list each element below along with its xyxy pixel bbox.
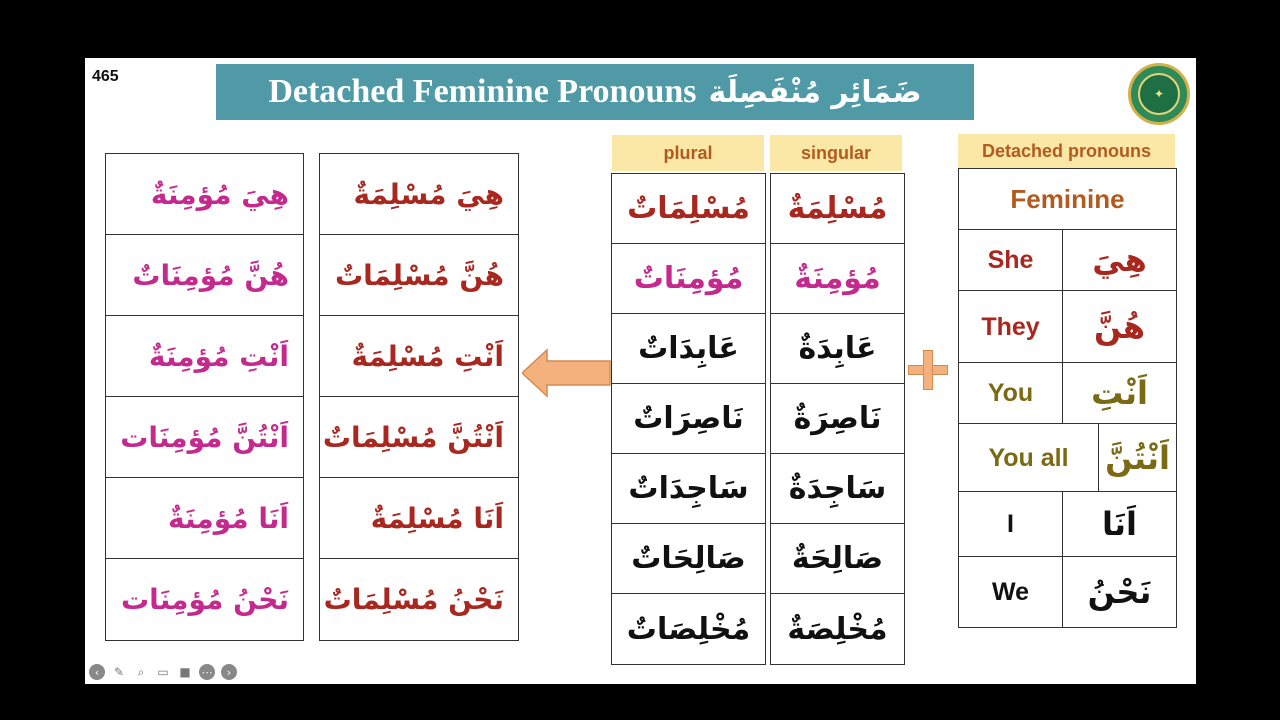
phrase-cell: نَحْنُ مُؤمِنَات [121, 583, 289, 616]
phrase-cell: اَنْتُنَّ مُؤمِنَات [106, 397, 303, 478]
word-cell: عَابِدَةٌ [771, 314, 904, 384]
slideshow-toolbar [89, 664, 237, 680]
seal-logo-icon: ✦ [1128, 63, 1190, 125]
captions-icon[interactable]: ▭ [157, 665, 169, 679]
phrase-cell: اَنْتِ مُسْلِمَةٌ [320, 316, 518, 397]
pronoun-row [959, 291, 1176, 363]
pronoun-arabic: هِيَ [1092, 241, 1147, 279]
word-cell: صَالِحَاتٌ [612, 524, 765, 594]
header-plural: plural [612, 135, 764, 171]
word-cell: عَابِدَاتٌ [612, 314, 765, 384]
more-icon[interactable]: ⋯ [199, 664, 215, 680]
plus-icon [908, 350, 948, 390]
pronoun-arabic: اَنْتُنَّ [1105, 438, 1170, 477]
pronoun-row [959, 230, 1176, 291]
pronoun-english: I [959, 492, 1063, 556]
pronoun-english: You all [959, 424, 1099, 491]
pronoun-arabic: هُنَّ [1094, 307, 1145, 346]
pronoun-table-heading: Feminine [959, 169, 1176, 230]
word-cell: مُؤمِنَةٌ [771, 244, 904, 314]
pronoun-row [959, 492, 1176, 557]
word-cell: نَاصِرَةٌ [771, 384, 904, 454]
phrase-cell: نَحْنُ مُسْلِمَاتٌ [323, 583, 504, 616]
plural-words-table [611, 173, 766, 665]
phrase-cell: اَنَا مُسْلِمَةٌ [320, 478, 518, 559]
word-cell: سَاجِدَةٌ [771, 454, 904, 524]
word-cell: مُسْلِمَةٌ [771, 174, 904, 244]
phrase-cell: هِيَ مُؤمِنَةٌ [106, 154, 303, 235]
slide [85, 58, 1196, 684]
singular-words-table [770, 173, 905, 665]
pen-icon[interactable]: ✎ [113, 665, 125, 679]
pronoun-arabic: اَنَا [1102, 505, 1137, 543]
title-english: Detached Feminine Pronouns [268, 73, 697, 110]
left-arrow-icon [522, 348, 612, 398]
word-cell: مُسْلِمَاتٌ [612, 174, 765, 244]
camera-icon[interactable]: ■ [179, 665, 191, 679]
pronoun-arabic: نَحْنُ [1087, 573, 1152, 611]
phrase-table-muslima [319, 153, 519, 641]
word-cell: سَاجِدَاتٌ [612, 454, 765, 524]
pronoun-row [959, 424, 1176, 492]
word-cell: مُخْلِصَةٌ [787, 611, 888, 647]
pronoun-english: You [959, 363, 1063, 423]
pronoun-english: We [959, 557, 1063, 627]
phrase-cell: اَنْتُنَّ مُسْلِمَاتٌ [320, 397, 518, 478]
phrase-cell: اَنَا مُؤمِنَةٌ [106, 478, 303, 559]
pronoun-table [958, 168, 1177, 628]
pronoun-row [959, 363, 1176, 424]
pronoun-english: They [959, 291, 1063, 362]
pronoun-english: She [959, 230, 1063, 290]
phrase-cell: هِيَ مُسْلِمَةٌ [320, 154, 518, 235]
phrase-table-mumina [105, 153, 304, 641]
forward-icon[interactable]: › [221, 664, 237, 680]
word-cell: مُخْلِصَاتٌ [626, 611, 751, 647]
back-icon[interactable]: ‹ [89, 664, 105, 680]
header-singular: singular [770, 135, 902, 171]
phrase-cell: اَنْتِ مُؤمِنَةٌ [106, 316, 303, 397]
page-number: 465 [92, 68, 119, 85]
word-cell: مُؤمِنَاتٌ [612, 244, 765, 314]
header-detached-pronouns: Detached pronouns [958, 134, 1175, 168]
phrase-cell: هُنَّ مُؤمِنَاتٌ [106, 235, 303, 316]
pronoun-row [959, 557, 1176, 627]
slide-title [216, 64, 974, 120]
zoom-icon[interactable]: ⌕ [137, 664, 145, 679]
pronoun-arabic: اَنْتِ [1091, 374, 1148, 412]
title-arabic: ضَمَائِر مُنْفَصِلَة [708, 74, 922, 110]
word-cell: نَاصِرَاتٌ [612, 384, 765, 454]
word-cell: صَالِحَةٌ [771, 524, 904, 594]
phrase-cell: هُنَّ مُسْلِمَاتٌ [320, 235, 518, 316]
